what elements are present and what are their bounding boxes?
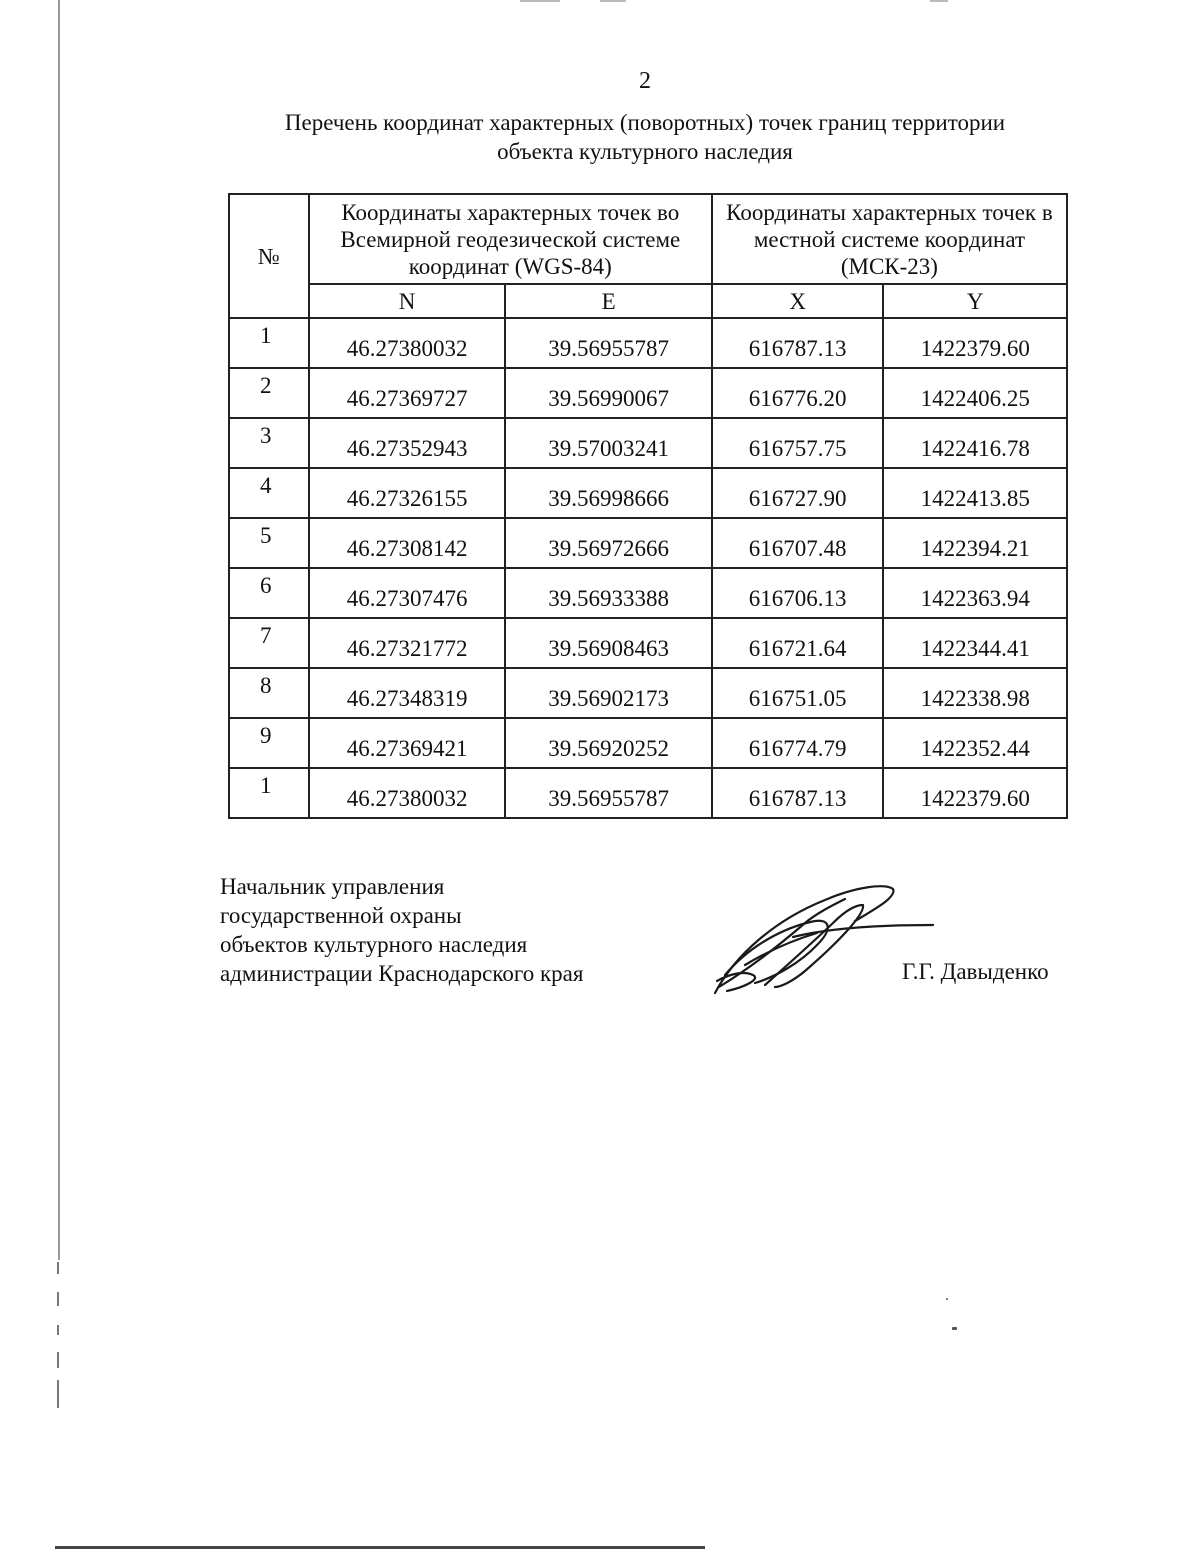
point-number: 9	[229, 718, 309, 768]
coord-n: 46.27307476	[309, 568, 506, 618]
header-y: Y	[883, 284, 1067, 318]
table-row	[229, 618, 1067, 668]
coord-y: 1422394.21	[883, 518, 1067, 568]
point-number: 1	[229, 768, 309, 818]
scan-bottom-edge	[55, 1546, 705, 1549]
signatory-position	[220, 872, 583, 988]
coord-y: 1422352.44	[883, 718, 1067, 768]
table-row	[229, 568, 1067, 618]
coord-n: 46.27380032	[309, 768, 506, 818]
coord-x: 616706.13	[712, 568, 884, 618]
scan-edge-mark	[57, 1325, 59, 1335]
scan-edge-mark	[57, 1380, 59, 1408]
coord-y: 1422406.25	[883, 368, 1067, 418]
signatory-position-line: государственной охраны	[220, 903, 462, 928]
point-number: 3	[229, 418, 309, 468]
coord-y: 1422379.60	[883, 318, 1067, 368]
coord-n: 46.27369421	[309, 718, 506, 768]
header-wgs84-group: Координаты характерных точек во Всемирной геодезической системе координат (WGS-84)	[309, 194, 712, 284]
header-msk23-group: Координаты характерных точек в местной системе координат (МСК-23)	[712, 194, 1067, 284]
coord-y: 1422344.41	[883, 618, 1067, 668]
point-number: 7	[229, 618, 309, 668]
coord-x: 616776.20	[712, 368, 884, 418]
table-row	[229, 318, 1067, 368]
coord-n: 46.27380032	[309, 318, 506, 368]
coord-e: 39.56990067	[505, 368, 712, 418]
document-title-line: объекта культурного наследия	[497, 139, 793, 164]
header-n: N	[309, 284, 506, 318]
coord-y: 1422413.85	[883, 468, 1067, 518]
coord-e: 39.56902173	[505, 668, 712, 718]
coord-x: 616787.13	[712, 318, 884, 368]
coord-x: 616787.13	[712, 768, 884, 818]
coord-e: 39.56920252	[505, 718, 712, 768]
page-number: 2	[639, 68, 651, 94]
scan-edge-mark	[57, 1352, 59, 1368]
coord-n: 46.27321772	[309, 618, 506, 668]
scan-top-mark	[600, 0, 626, 2]
scan-top-mark	[930, 0, 948, 2]
table-subheader-row	[229, 284, 1067, 318]
coord-x: 616757.75	[712, 418, 884, 468]
table-row	[229, 368, 1067, 418]
coord-n: 46.27326155	[309, 468, 506, 518]
coord-n: 46.27308142	[309, 518, 506, 568]
signatory-position-line: объектов культурного наследия	[220, 932, 528, 957]
point-number: 4	[229, 468, 309, 518]
header-e: E	[505, 284, 712, 318]
scan-speck	[946, 1298, 948, 1300]
point-number: 5	[229, 518, 309, 568]
document-title	[220, 108, 1070, 166]
document-title-line: Перечень координат характерных (поворотных) точек границ территории	[284, 110, 1006, 135]
coord-e: 39.56998666	[505, 468, 712, 518]
point-number: 1	[229, 318, 309, 368]
coord-y: 1422338.98	[883, 668, 1067, 718]
coord-e: 39.57003241	[505, 418, 712, 468]
table-row	[229, 768, 1067, 818]
table-header-row	[229, 194, 1067, 284]
coord-y: 1422363.94	[883, 568, 1067, 618]
coord-y: 1422416.78	[883, 418, 1067, 468]
table-row	[229, 468, 1067, 518]
point-number: 6	[229, 568, 309, 618]
signatory-position-line: администрации Краснодарского края	[220, 961, 584, 986]
coord-n: 46.27369727	[309, 368, 506, 418]
signatory-position-line: Начальник управления	[220, 874, 445, 899]
coord-e: 39.56908463	[505, 618, 712, 668]
table-row	[229, 518, 1067, 568]
scan-left-edge	[58, 0, 60, 1260]
coord-n: 46.27352943	[309, 418, 506, 468]
coordinates-table	[228, 193, 1068, 819]
scan-edge-mark	[57, 1292, 59, 1306]
coord-n: 46.27348319	[309, 668, 506, 718]
coord-x: 616707.48	[712, 518, 884, 568]
handwritten-signature	[705, 875, 935, 1005]
table-row	[229, 418, 1067, 468]
scan-edge-mark	[57, 1262, 59, 1274]
point-number: 2	[229, 368, 309, 418]
header-x: X	[712, 284, 884, 318]
coord-e: 39.56972666	[505, 518, 712, 568]
scan-top-mark	[520, 0, 560, 2]
coord-x: 616751.05	[712, 668, 884, 718]
point-number: 8	[229, 668, 309, 718]
coord-e: 39.56955787	[505, 768, 712, 818]
header-number: №	[229, 194, 309, 318]
coord-e: 39.56933388	[505, 568, 712, 618]
signatory-name: Г.Г. Давыденко	[902, 959, 1049, 984]
coord-y: 1422379.60	[883, 768, 1067, 818]
coord-e: 39.56955787	[505, 318, 712, 368]
coord-x: 616721.64	[712, 618, 884, 668]
coord-x: 616727.90	[712, 468, 884, 518]
coord-x: 616774.79	[712, 718, 884, 768]
scan-speck	[952, 1327, 957, 1330]
table-row	[229, 718, 1067, 768]
table-row	[229, 668, 1067, 718]
